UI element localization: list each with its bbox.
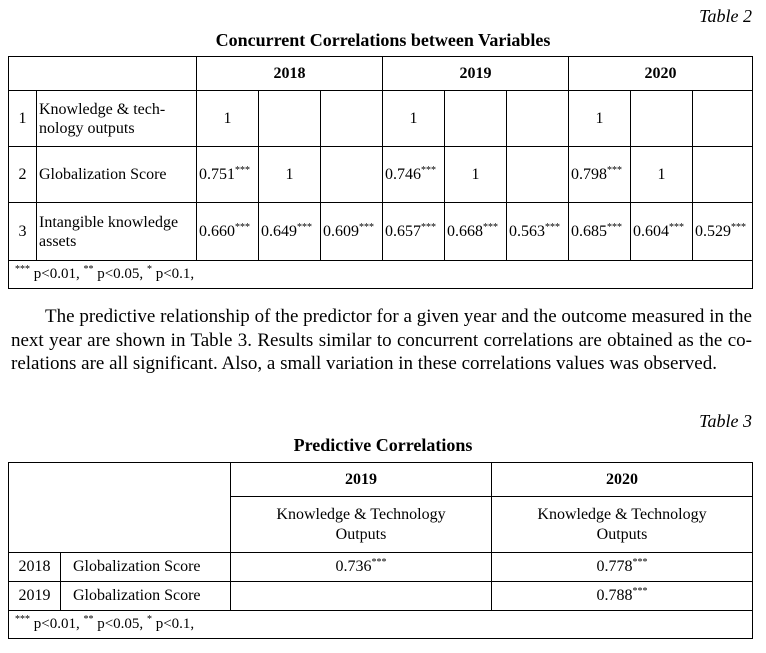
- table2-correlation-cell: 0.563***: [507, 203, 569, 261]
- table2-label: Table 2: [699, 6, 752, 26]
- table2-variable-name: Intangible knowledge assets: [37, 203, 197, 261]
- table2-correlation-cell: [631, 91, 693, 147]
- table2-correlation-cell: [321, 147, 383, 203]
- table3-corner-cell: [9, 463, 231, 553]
- table2-correlation-cell: [321, 91, 383, 147]
- table2-correlation-cell: 0.609***: [321, 203, 383, 261]
- table2-year-2019: 2019: [383, 57, 569, 91]
- table3-title: Predictive Correlations: [293, 435, 473, 455]
- table2-row-number: 3: [9, 203, 37, 261]
- table2-correlation-cell: 0.751***: [197, 147, 259, 203]
- table2-correlation-cell: [259, 91, 321, 147]
- table3-subheader-2020: Knowledge & Technology Outputs: [492, 497, 753, 553]
- table3-year-2019: 2019: [231, 463, 492, 497]
- table2-corner-cell: [9, 57, 197, 91]
- predictive-correlations-table: [8, 462, 753, 639]
- table3-row-year: 2019: [9, 582, 61, 611]
- table2-correlation-cell: [693, 91, 753, 147]
- table2-row-number: 1: [9, 91, 37, 147]
- table2-row: [9, 147, 753, 203]
- table2-correlation-cell: 1: [197, 91, 259, 147]
- table2-year-2018: 2018: [197, 57, 383, 91]
- table3-correlation-2019: [231, 582, 492, 611]
- table3-row: [9, 553, 753, 582]
- table3-footnote-row: [9, 611, 753, 639]
- table2-correlation-cell: 1: [259, 147, 321, 203]
- table2-correlation-cell: 0.685***: [569, 203, 631, 261]
- table2-correlation-cell: 0.668***: [445, 203, 507, 261]
- table3-year-header-row: [9, 463, 753, 497]
- concurrent-correlations-table: [8, 56, 753, 289]
- table3-variable-name: Globalization Score: [61, 582, 231, 611]
- table3-footnote: *** p<0.01, ** p<0.05, * p<0.1,: [9, 611, 753, 639]
- table2-correlation-cell: [693, 147, 753, 203]
- table2-correlation-cell: 1: [445, 147, 507, 203]
- table2-correlation-cell: [507, 147, 569, 203]
- table3-correlation-2019: 0.736***: [231, 553, 492, 582]
- table2-correlation-cell: [445, 91, 507, 147]
- table2-correlation-cell: [507, 91, 569, 147]
- table3-correlation-2020: 0.778***: [492, 553, 753, 582]
- table2-year-header-row: [9, 57, 753, 91]
- table3-variable-name: Globalization Score: [61, 553, 231, 582]
- body-paragraph: The predictive relationship of the predictor for a given year and the outcome measured in the next year are shown in Table 3. Results similar to concurrent correlations are obtained as the co-relations are all significant. Also, a small variation in these correlations values was observed.: [11, 306, 752, 374]
- table2-footnote-row: [9, 261, 753, 289]
- table2-correlation-cell: 1: [383, 91, 445, 147]
- table2-row-number: 2: [9, 147, 37, 203]
- table2-correlation-cell: 0.746***: [383, 147, 445, 203]
- table3-subheader-2019: Knowledge & Technology Outputs: [231, 497, 492, 553]
- table3-correlation-2020: 0.788***: [492, 582, 753, 611]
- table2-row: [9, 91, 753, 147]
- table2-year-2020: 2020: [569, 57, 753, 91]
- table2-variable-name: Globalization Score: [37, 147, 197, 203]
- table3-year-2020: 2020: [492, 463, 753, 497]
- table2-correlation-cell: 0.529***: [693, 203, 753, 261]
- table2-correlation-cell: 1: [631, 147, 693, 203]
- table3-row-year: 2018: [9, 553, 61, 582]
- table2-correlation-cell: 0.798***: [569, 147, 631, 203]
- table2-row: [9, 203, 753, 261]
- table3-label: Table 3: [699, 411, 752, 431]
- table2-correlation-cell: 0.657***: [383, 203, 445, 261]
- table2-correlation-cell: 0.660***: [197, 203, 259, 261]
- table2-correlation-cell: 0.604***: [631, 203, 693, 261]
- table2-title: Concurrent Correlations between Variables: [215, 30, 551, 50]
- table2-correlation-cell: 0.649***: [259, 203, 321, 261]
- table2-variable-name: Knowledge & tech- nology outputs: [37, 91, 197, 147]
- table2-footnote: *** p<0.01, ** p<0.05, * p<0.1,: [9, 261, 753, 289]
- table3-row: [9, 582, 753, 611]
- table2-correlation-cell: 1: [569, 91, 631, 147]
